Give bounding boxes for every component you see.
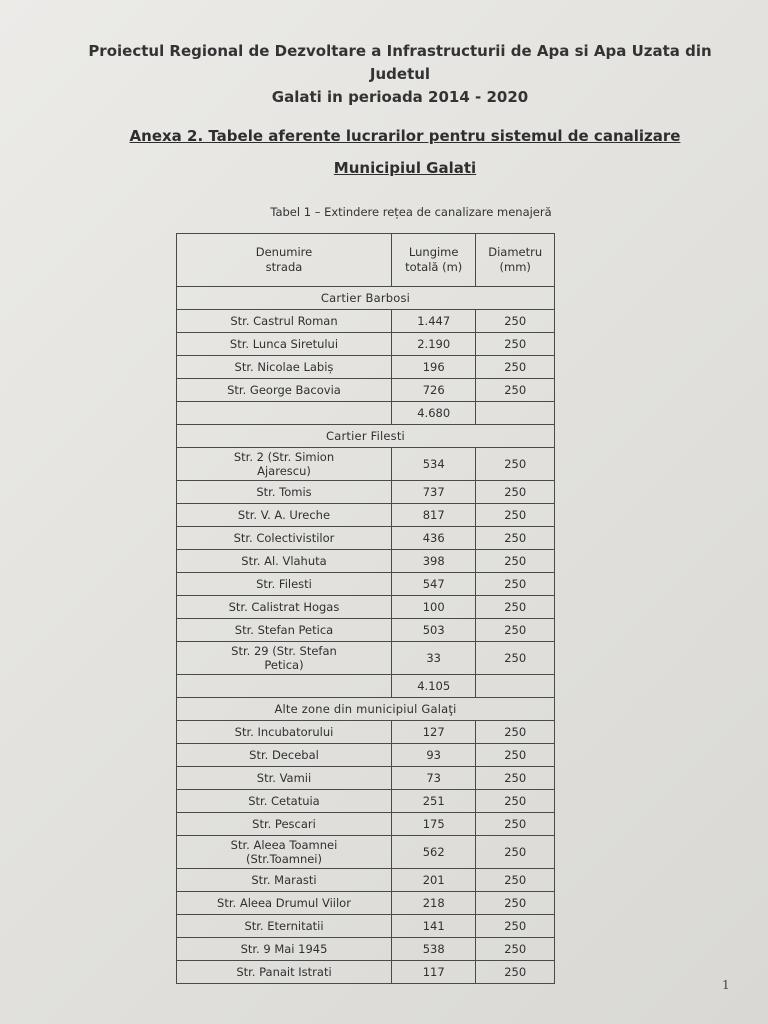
diameter-cell: 250 — [476, 813, 555, 836]
table-row — [177, 836, 555, 869]
section-title: Cartier Filesti — [177, 425, 555, 448]
diameter-cell: 250 — [476, 938, 555, 961]
street-cell: Str. Eternitatii — [177, 915, 392, 938]
total-empty-cell — [177, 675, 392, 698]
header-street-line-2: strada — [265, 260, 303, 274]
length-cell: 175 — [391, 813, 475, 836]
street-cell: Str. Castrul Roman — [177, 310, 392, 333]
table-row — [177, 333, 555, 356]
page-number: 1 — [722, 978, 730, 992]
street-cell: Str. Al. Vlahuta — [177, 550, 392, 573]
sewer-extension-table — [176, 233, 555, 984]
table-row — [177, 481, 555, 504]
street-cell: Str. Decebal — [177, 744, 392, 767]
length-cell: 2.190 — [391, 333, 475, 356]
table-row — [177, 379, 555, 402]
diameter-cell: 250 — [476, 642, 555, 675]
header-diameter-line-2: (mm) — [499, 260, 531, 274]
table-row — [177, 310, 555, 333]
table-row — [177, 527, 555, 550]
table-row — [177, 961, 555, 984]
total-row — [177, 402, 555, 425]
header-street — [177, 234, 392, 287]
diameter-cell: 250 — [476, 915, 555, 938]
street-cell: Str. 2 (Str. Simion Ajarescu) — [177, 448, 392, 481]
table-row — [177, 573, 555, 596]
length-cell: 538 — [391, 938, 475, 961]
header-length-line-1: Lungime — [408, 245, 459, 259]
street-cell: Str. Pescari — [177, 813, 392, 836]
street-cell: Str. Stefan Petica — [177, 619, 392, 642]
header-street-line-1: Denumire — [255, 245, 313, 259]
street-cell: Str. Vamii — [177, 767, 392, 790]
section-title: Alte zone din municipiul Galaţi — [177, 698, 555, 721]
length-cell: 73 — [391, 767, 475, 790]
street-cell: Str. Cetatuia — [177, 790, 392, 813]
table-row — [177, 642, 555, 675]
table-row — [177, 448, 555, 481]
header-diameter — [476, 234, 555, 287]
length-cell: 726 — [391, 379, 475, 402]
table-row — [177, 869, 555, 892]
table-body — [177, 287, 555, 984]
header-line-2: Galati in perioada 2014 - 2020 — [271, 88, 529, 106]
diameter-cell: 250 — [476, 573, 555, 596]
header-diameter-line-1: Diametru — [488, 245, 543, 259]
annex-line-2: Municipiul Galati — [333, 159, 477, 177]
table-row — [177, 938, 555, 961]
diameter-cell: 250 — [476, 790, 555, 813]
length-cell: 436 — [391, 527, 475, 550]
length-cell: 251 — [391, 790, 475, 813]
street-cell: Str. Tomis — [177, 481, 392, 504]
diameter-cell: 250 — [476, 596, 555, 619]
header-line-1: Proiectul Regional de Dezvoltare a Infrastructurii de Apa si Apa Uzata din Judetul — [88, 42, 712, 83]
street-cell: Str. Marasti — [177, 869, 392, 892]
diameter-cell: 250 — [476, 356, 555, 379]
street-cell: Str. Filesti — [177, 573, 392, 596]
total-length-cell: 4.105 — [391, 675, 475, 698]
diameter-cell: 250 — [476, 333, 555, 356]
table-row — [177, 744, 555, 767]
length-cell: 1.447 — [391, 310, 475, 333]
street-cell: Str. 9 Mai 1945 — [177, 938, 392, 961]
annex-line-1: Anexa 2. Tabele aferente lucrarilor pentru sistemul de canalizare — [129, 127, 681, 145]
total-length-cell: 4.680 — [391, 402, 475, 425]
street-cell: Str. Panait Istrati — [177, 961, 392, 984]
section-title: Cartier Barbosi — [177, 287, 555, 310]
street-cell: Str. Lunca Siretului — [177, 333, 392, 356]
total-empty-cell — [177, 402, 392, 425]
diameter-cell: 250 — [476, 504, 555, 527]
section-row — [177, 698, 555, 721]
diameter-cell: 250 — [476, 379, 555, 402]
table-row — [177, 892, 555, 915]
diameter-cell: 250 — [476, 767, 555, 790]
diameter-cell: 250 — [476, 869, 555, 892]
diameter-cell: 250 — [476, 448, 555, 481]
table-row — [177, 767, 555, 790]
diameter-cell: 250 — [476, 961, 555, 984]
length-cell: 562 — [391, 836, 475, 869]
length-cell: 398 — [391, 550, 475, 573]
diameter-cell: 250 — [476, 550, 555, 573]
length-cell: 547 — [391, 573, 475, 596]
total-empty-cell — [476, 402, 555, 425]
length-cell: 218 — [391, 892, 475, 915]
table-row — [177, 504, 555, 527]
diameter-cell: 250 — [476, 619, 555, 642]
length-cell: 93 — [391, 744, 475, 767]
section-row — [177, 287, 555, 310]
table-row — [177, 915, 555, 938]
length-cell: 100 — [391, 596, 475, 619]
street-cell: Str. Calistrat Hogas — [177, 596, 392, 619]
length-cell: 817 — [391, 504, 475, 527]
diameter-cell: 250 — [476, 527, 555, 550]
table-row — [177, 813, 555, 836]
length-cell: 503 — [391, 619, 475, 642]
street-cell: Str. Colectivistilor — [177, 527, 392, 550]
length-cell: 33 — [391, 642, 475, 675]
diameter-cell: 250 — [476, 836, 555, 869]
section-row — [177, 425, 555, 448]
street-cell: Str. Nicolae Labiș — [177, 356, 392, 379]
table-row — [177, 550, 555, 573]
table-caption: Tabel 1 – Extindere rețea de canalizare menajeră — [270, 205, 552, 219]
table-header-row — [177, 234, 555, 287]
street-cell: Str. 29 (Str. Stefan Petica) — [177, 642, 392, 675]
annex-title — [100, 120, 710, 184]
table-row — [177, 596, 555, 619]
header-length — [391, 234, 475, 287]
length-cell: 141 — [391, 915, 475, 938]
header-length-line-2: totală (m) — [405, 260, 463, 274]
length-cell: 127 — [391, 721, 475, 744]
street-cell: Str. V. A. Ureche — [177, 504, 392, 527]
street-cell: Str. Aleea Toamnei (Str.Toamnei) — [177, 836, 392, 869]
length-cell: 201 — [391, 869, 475, 892]
table-row — [177, 356, 555, 379]
document-header — [60, 40, 740, 109]
diameter-cell: 250 — [476, 310, 555, 333]
total-empty-cell — [476, 675, 555, 698]
street-cell: Str. Incubatorului — [177, 721, 392, 744]
diameter-cell: 250 — [476, 481, 555, 504]
table-row — [177, 790, 555, 813]
street-cell: Str. Aleea Drumul Viilor — [177, 892, 392, 915]
street-cell: Str. George Bacovia — [177, 379, 392, 402]
table-row — [177, 721, 555, 744]
length-cell: 117 — [391, 961, 475, 984]
total-row — [177, 675, 555, 698]
table-row — [177, 619, 555, 642]
diameter-cell: 250 — [476, 744, 555, 767]
length-cell: 196 — [391, 356, 475, 379]
diameter-cell: 250 — [476, 892, 555, 915]
diameter-cell: 250 — [476, 721, 555, 744]
length-cell: 737 — [391, 481, 475, 504]
length-cell: 534 — [391, 448, 475, 481]
